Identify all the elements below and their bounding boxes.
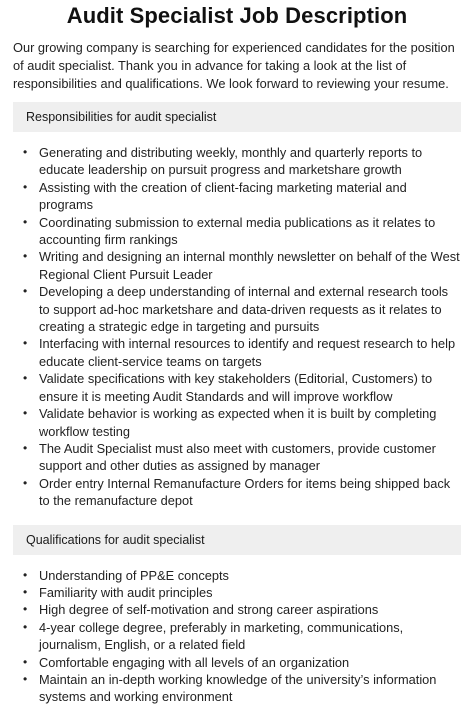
intro-paragraph: Our growing company is searching for experienced candidates for the position of audit specialist. Thank you in advance for taking a look at the list of responsibilities and qualifications. We look forward to reviewing your resume. bbox=[13, 40, 455, 91]
list-item-text: 4-year college degree, preferably in marketing, communications, journalism, English, or a related field bbox=[39, 619, 404, 653]
list-item-text: Interfacing with internal resources to identify and request research to help educate client-service teams on targets bbox=[39, 336, 456, 369]
list-item bbox=[13, 248, 461, 283]
list-item bbox=[13, 179, 461, 214]
list-item-text: Assisting with the creation of client-facing marketing material and programs bbox=[39, 179, 407, 213]
list-item bbox=[13, 654, 461, 671]
list-item bbox=[13, 214, 461, 249]
list-item bbox=[13, 283, 461, 335]
responsibilities-heading: Responsibilities for audit specialist bbox=[13, 102, 461, 132]
bullet-icon: • bbox=[23, 440, 28, 455]
list-item bbox=[13, 584, 461, 601]
bullet-icon: • bbox=[23, 249, 28, 264]
responsibilities-list bbox=[13, 144, 461, 510]
bullet-icon: • bbox=[23, 654, 28, 669]
qualifications-heading: Qualifications for audit specialist bbox=[13, 525, 461, 555]
list-item bbox=[13, 370, 461, 405]
bullet-icon: • bbox=[23, 567, 28, 582]
list-item bbox=[13, 601, 461, 618]
list-item bbox=[13, 671, 461, 706]
list-item-text: Validate specifications with key stakeholders (Editorial, Customers) to ensure it is meeting Audit Standards and will improve workflow bbox=[39, 371, 433, 404]
list-item bbox=[13, 405, 461, 440]
bullet-icon: • bbox=[23, 619, 28, 634]
page-title: Audit Specialist Job Description bbox=[66, 3, 408, 28]
list-item bbox=[13, 144, 461, 179]
list-item-text: The Audit Specialist must also meet with customers, provide customer support and other duties as assigned by manager bbox=[39, 440, 436, 474]
bullet-icon: • bbox=[23, 179, 28, 194]
qualifications-list bbox=[13, 567, 461, 706]
list-item-text: Maintain an in-depth working knowledge of the university’s information systems and working environment bbox=[39, 671, 437, 705]
bullet-icon: • bbox=[23, 145, 28, 159]
bullet-icon: • bbox=[23, 371, 28, 386]
list-item bbox=[13, 567, 461, 584]
list-item-text: Writing and designing an internal monthly newsletter on behalf of the West Regional Client Pursuit Leader bbox=[39, 249, 460, 282]
bullet-icon: • bbox=[23, 602, 28, 617]
list-item bbox=[13, 440, 461, 475]
list-item-text: Order entry Internal Remanufacture Orders for items being shipped back to the remanufacture depot bbox=[39, 475, 451, 509]
bullet-icon: • bbox=[23, 214, 28, 229]
list-item-text: High degree of self-motivation and strong career aspirations bbox=[39, 602, 379, 618]
list-item-text: Coordinating submission to external media publications as it relates to accounting firm rankings bbox=[39, 214, 436, 248]
list-item-text: Comfortable engaging with all levels of an organization bbox=[39, 654, 350, 670]
list-item-text: Understanding of PP&E concepts bbox=[39, 567, 229, 583]
bullet-icon: • bbox=[23, 475, 28, 490]
bullet-icon: • bbox=[23, 671, 28, 686]
list-item bbox=[13, 335, 461, 370]
bullet-icon: • bbox=[23, 284, 28, 299]
list-item-text: Developing a deep understanding of internal and external research tools to support ad-hoc marketshare and data-driven requests as it relates to creating a strategic edge in targeting and pursuits bbox=[39, 284, 449, 335]
list-item-text: Generating and distributing weekly, monthly and quarterly reports to educate leadership on pursuit progress and marketshare growth bbox=[39, 145, 423, 178]
list-item bbox=[13, 475, 461, 510]
list-item-text: Familiarity with audit principles bbox=[39, 584, 213, 600]
bullet-icon: • bbox=[23, 406, 28, 421]
bullet-icon: • bbox=[23, 336, 28, 351]
list-item-text: Validate behavior is working as expected when it is built by completing workflow testing bbox=[39, 406, 437, 439]
bullet-icon: • bbox=[23, 584, 28, 599]
list-item bbox=[13, 619, 461, 654]
